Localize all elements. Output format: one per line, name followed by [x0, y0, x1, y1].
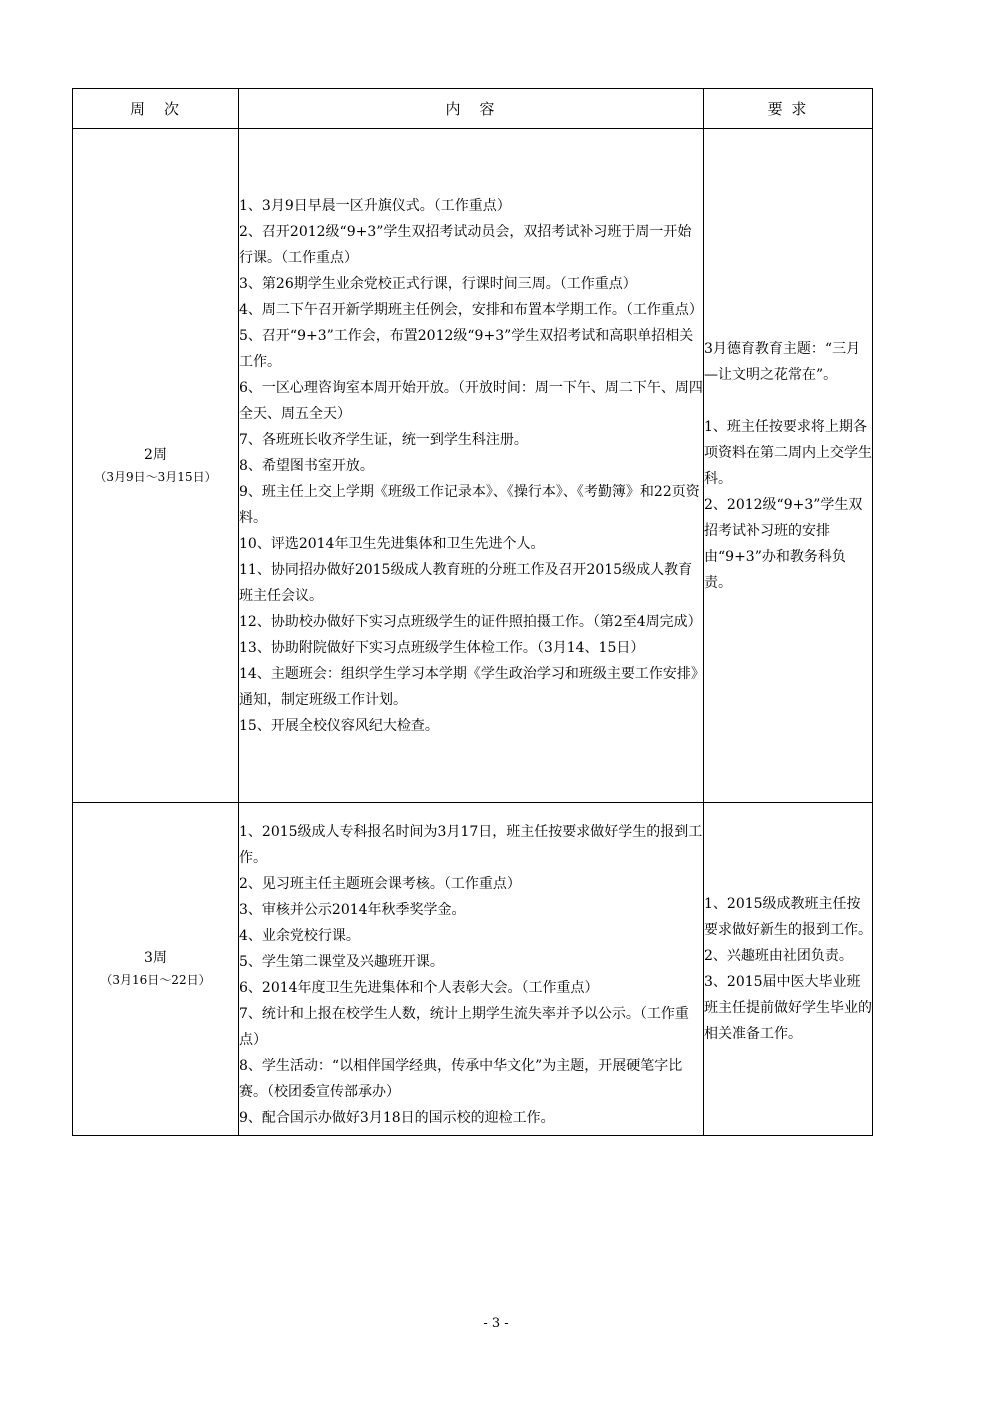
requirement-text: 2、兴趣班由社团负责。	[704, 948, 853, 964]
header-week: 周 次	[73, 89, 239, 129]
requirement-text: 1、班主任按要求将上期各项资料在第二周内上交学生科。	[704, 418, 872, 487]
header-row	[73, 89, 873, 129]
list-item: 8、学生活动：“以相伴国学经典，传承中华文化”为主题，开展硬笔字比赛。（校团委宣传部承办）	[239, 1057, 683, 1100]
week-range: （3月9日～3月15日）	[94, 469, 217, 484]
week-cell	[73, 129, 239, 803]
requirement-spacer	[704, 388, 872, 414]
list-item: 14、主题班会：组织学生学习本学期《学生政治学习和班级主要工作安排》通知，制定班级工作计划。	[239, 666, 698, 708]
list-item: 2、见习班主任主题班会课考核。（工作重点）	[239, 875, 521, 892]
week-range: （3月16日～22日）	[100, 973, 211, 987]
header-content: 内 容	[239, 89, 704, 129]
content-cell	[239, 129, 704, 803]
list-item: 6、2014年度卫生先进集体和个人表彰大会。（工作重点）	[239, 979, 599, 996]
list-item: 2、召开2012级“9+3”学生双招考试动员会，双招考试补习班于周一开始行课。（工作重点）	[239, 224, 692, 266]
list-item: 6、一区心理咨询室本周开始开放。（开放时间：周一下午、周二下午、周四全天、周五全天）	[239, 380, 703, 422]
requirement-text: 3月德育教育主题：“三月—让文明之花常在”。	[704, 340, 861, 383]
list-item: 1、2015级成人专科报名时间为3月17日，班主任按要求做好学生的报到工作。	[239, 823, 703, 866]
requirement-text: 2、2012级“9+3”学生双招考试补习班的安排由“9+3”办和教务科负责。	[704, 496, 863, 591]
table-row	[73, 803, 873, 1136]
list-item: 11、协同招办做好2015级成人教育班的分班工作及召开2015级成人教育班主任会议。	[239, 562, 693, 604]
list-item: 7、各班班长收齐学生证，统一到学生科注册。	[239, 432, 528, 448]
requirement-text: 3、2015届中医大毕业班班主任提前做好学生毕业的相关准备工作。	[704, 974, 872, 1042]
list-item: 8、希望图书室开放。	[239, 458, 374, 474]
schedule-table	[72, 88, 873, 1136]
list-item: 13、协助附院做好下实习点班级学生体检工作。（3月14、15日）	[239, 640, 645, 656]
week-label: 2周	[144, 446, 167, 463]
list-item: 5、学生第二课堂及兴趣班开课。	[239, 953, 444, 970]
week-cell	[73, 803, 239, 1136]
table-row	[73, 129, 873, 803]
list-item: 12、协助校办做好下实习点班级学生的证件照拍摄工作。（第2至4周完成）	[239, 614, 702, 630]
list-item: 3、审核并公示2014年秋季奖学金。	[239, 901, 466, 918]
content-cell	[239, 803, 704, 1136]
requirement-text: 1、2015级成教班主任按要求做好新生的报到工作。	[704, 896, 872, 938]
week-label: 3周	[144, 950, 167, 966]
content-list	[239, 192, 703, 739]
header-requirements: 要 求	[704, 89, 873, 129]
list-item: 4、业余党校行课。	[239, 927, 360, 944]
list-item: 7、统计和上报在校学生人数，统计上期学生流失率并予以公示。（工作重点）	[239, 1005, 689, 1048]
list-item: 9、配合国示办做好3月18日的国示校的迎检工作。	[239, 1109, 555, 1126]
list-item: 3、第26期学生业余党校正式行课，行课时间三周。（工作重点）	[239, 276, 637, 292]
list-item: 15、开展全校仪容风纪大检查。	[239, 718, 439, 734]
list-item: 1、3月9日早晨一区升旗仪式。（工作重点）	[239, 198, 511, 214]
list-item: 10、评选2014年卫生先进集体和卫生先进个人。	[239, 536, 545, 552]
list-item: 9、班主任上交上学期《班级工作记录本》、《操行本》、《考勤簿》和22页资料。	[239, 484, 700, 526]
requirements-cell	[704, 803, 873, 1136]
list-item: 4、周二下午召开新学期班主任例会，安排和布置本学期工作。（工作重点）	[239, 302, 703, 318]
page-number: - 3 -	[483, 1316, 509, 1331]
list-item: 5、召开“9+3”工作会，布置2012级“9+3”学生双招考试和高职单招相关工作。	[239, 328, 694, 370]
content-list	[239, 808, 703, 1131]
requirements-cell	[704, 129, 873, 803]
